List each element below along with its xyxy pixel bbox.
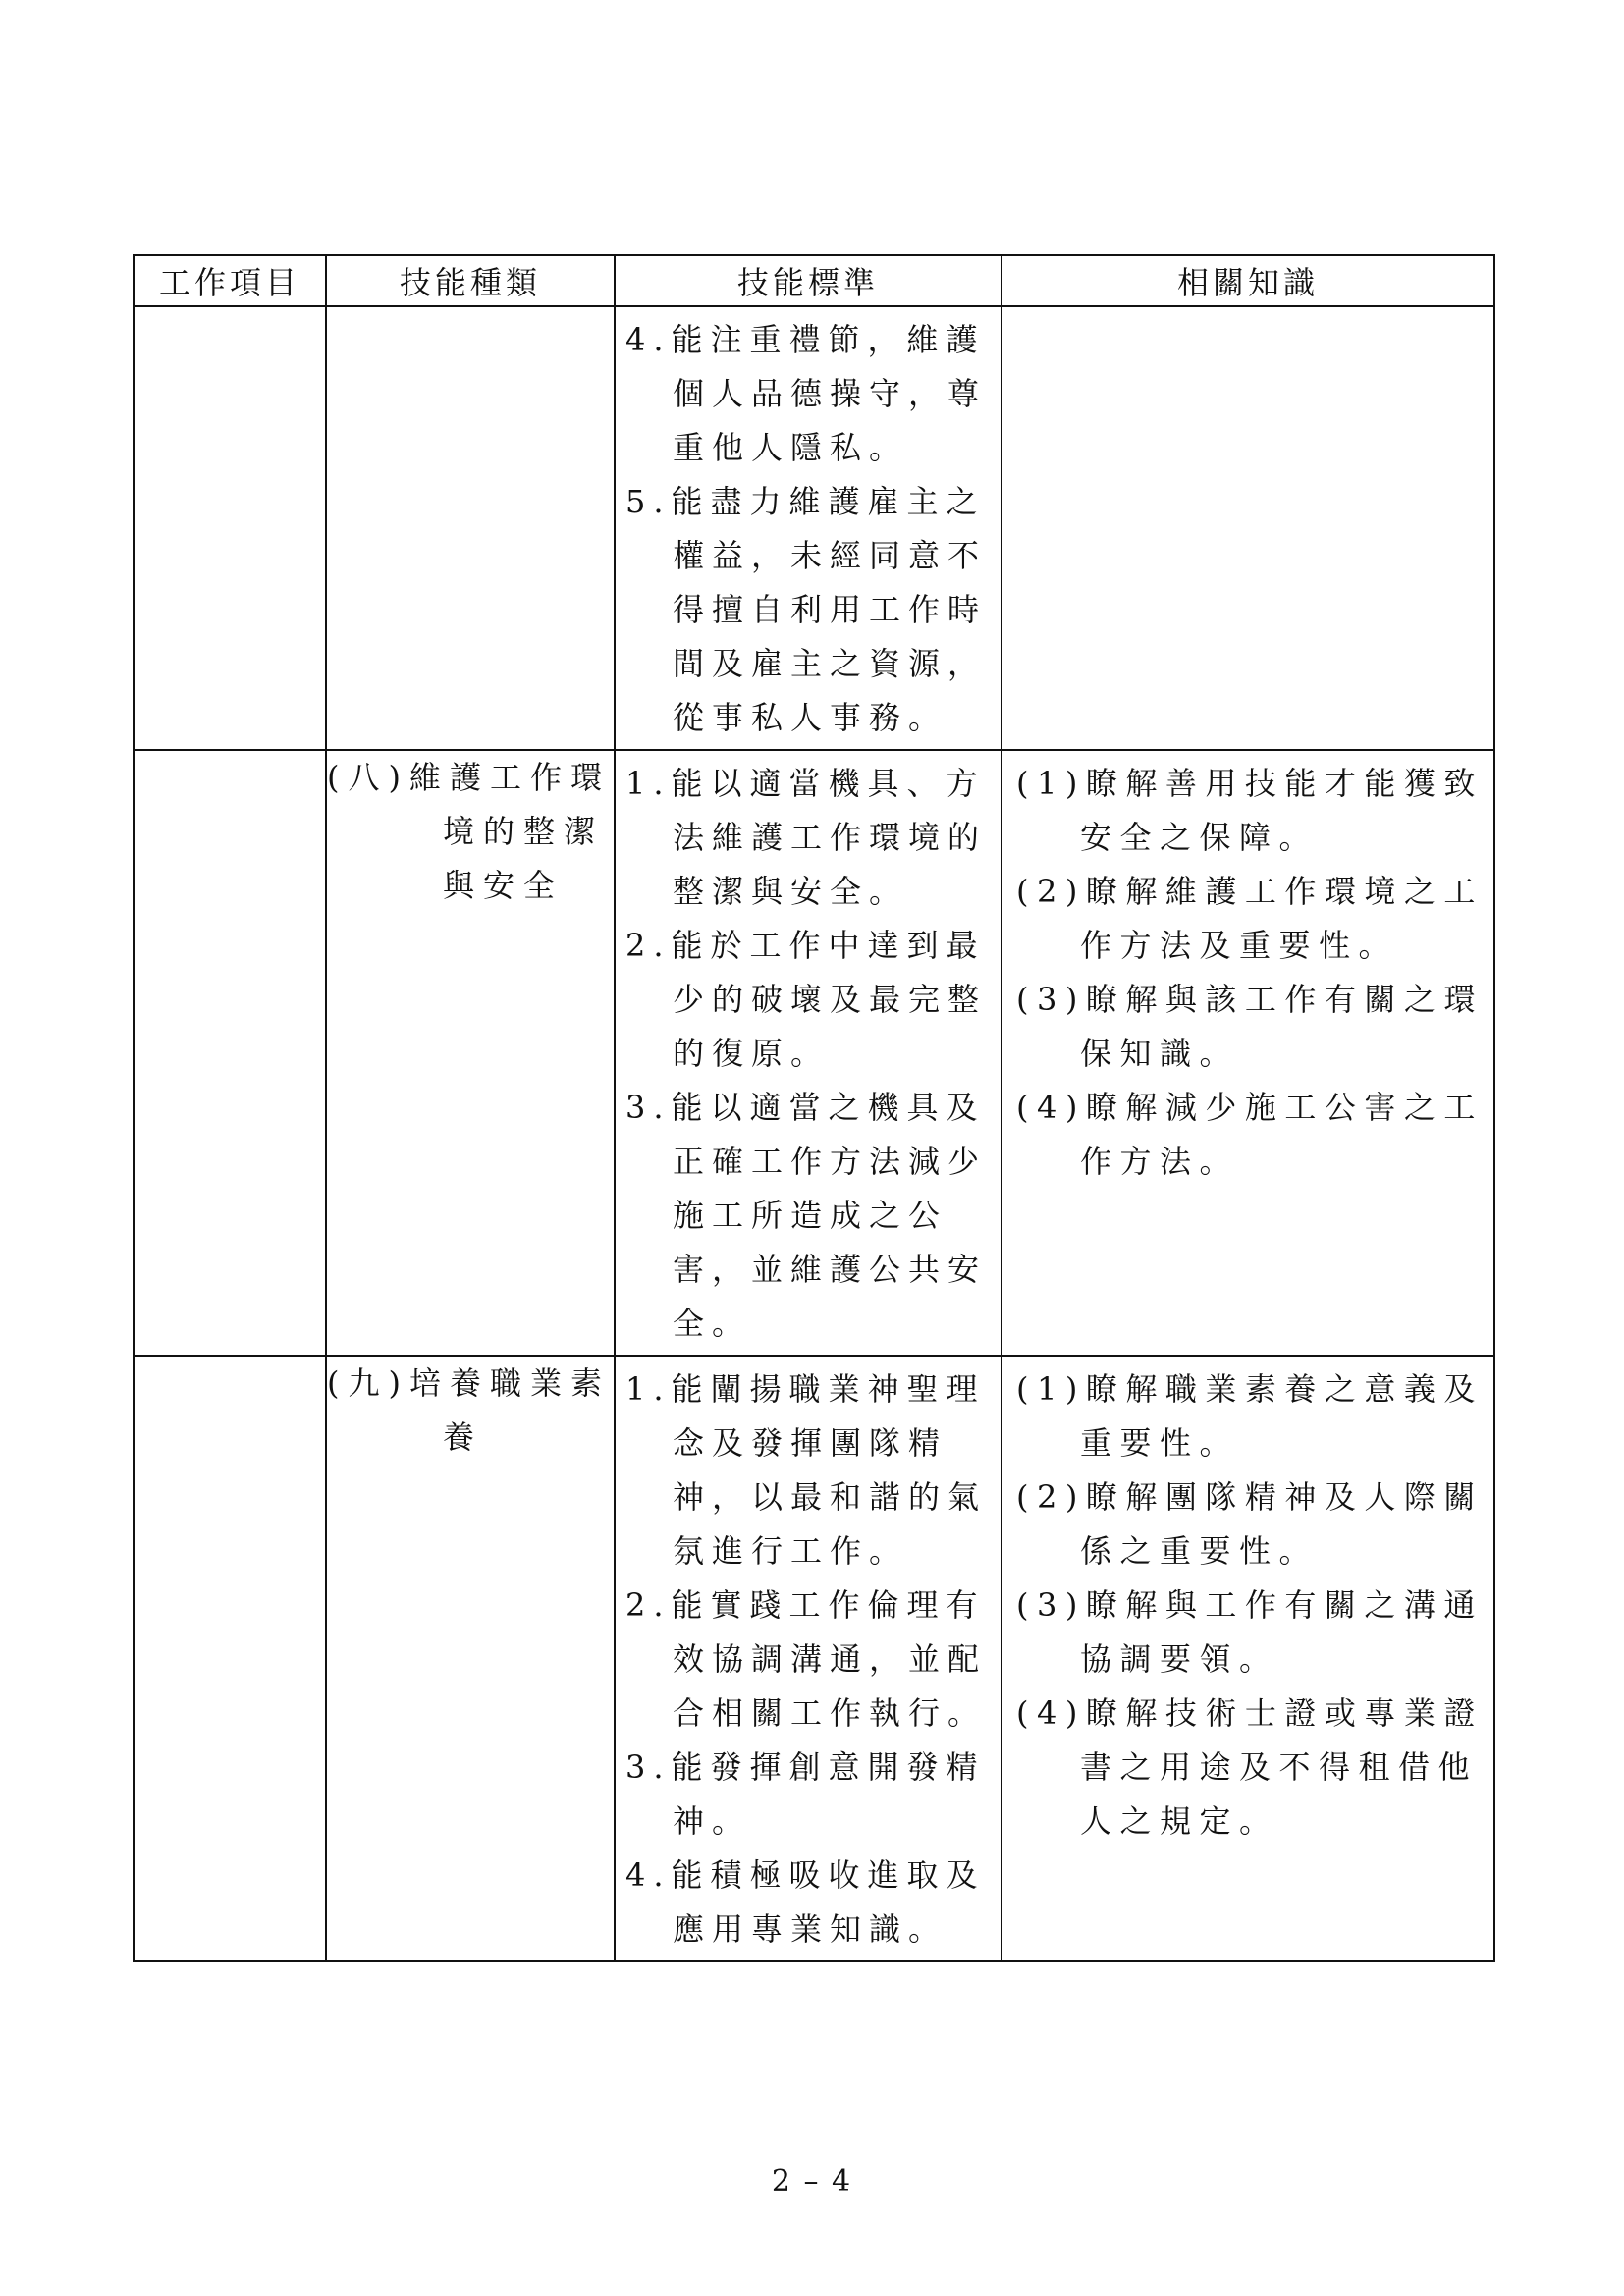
skill-type-text: (八)維護工作環境的整潔與安全 bbox=[327, 759, 611, 904]
standard-item: 2.能實踐工作倫理有效協調溝通，並配合相關工作執行。 bbox=[625, 1586, 988, 1732]
knowledge-list bbox=[1002, 751, 1493, 1193]
related-knowledge-cell bbox=[1001, 306, 1494, 750]
standard-item: 3.能以適當之機具及正確工作方法減少施工所造成之公害，並維護公共安全。 bbox=[625, 1089, 988, 1342]
standard-list bbox=[616, 751, 1001, 1355]
work-item-cell bbox=[134, 306, 326, 750]
table-row bbox=[134, 750, 1494, 1356]
standard-item: 4.能積極吸收進取及應用專業知識。 bbox=[625, 1856, 986, 1948]
standard-item: 4.能注重禮節，維護個人品德操守，尊重他人隱私。 bbox=[625, 321, 988, 466]
knowledge-item: (2)瞭解維護工作環境之工作方法及重要性。 bbox=[1016, 873, 1484, 964]
skill-type-text: (九)培養職業素養 bbox=[327, 1364, 611, 1456]
skill-standards-table bbox=[133, 254, 1495, 1962]
table-header-row bbox=[134, 255, 1494, 306]
knowledge-item: (4)瞭解減少施工公害之工作方法。 bbox=[1016, 1089, 1484, 1180]
related-knowledge-cell bbox=[1001, 1356, 1494, 1961]
standard-list bbox=[616, 1357, 1001, 1960]
header-skill-type: 技能種類 bbox=[326, 255, 615, 306]
work-item-cell bbox=[134, 750, 326, 1356]
related-knowledge-cell bbox=[1001, 750, 1494, 1356]
skill-standard-cell bbox=[615, 750, 1001, 1356]
skill-type-cell bbox=[326, 1356, 615, 1961]
skill-standard-cell bbox=[615, 306, 1001, 750]
skill-type-cell bbox=[326, 750, 615, 1356]
table-row bbox=[134, 306, 1494, 750]
knowledge-item: (2)瞭解團隊精神及人際關係之重要性。 bbox=[1016, 1478, 1484, 1570]
header-work-item: 工作項目 bbox=[134, 255, 326, 306]
skill-type-cell bbox=[326, 306, 615, 750]
table-row bbox=[134, 1356, 1494, 1961]
standard-item: 3.能發揮創意開發精神。 bbox=[625, 1748, 986, 1840]
standard-item: 1.能以適當機具、方法維護工作環境的整潔與安全。 bbox=[625, 765, 988, 910]
skill-standard-cell bbox=[615, 1356, 1001, 1961]
knowledge-item: (4)瞭解技術士證或專業證書之用途及不得租借他人之規定。 bbox=[1016, 1694, 1484, 1840]
standard-item: 5.能盡力維護雇主之權益，未經同意不得擅自利用工作時間及雇主之資源，從事私人事務。 bbox=[625, 483, 988, 736]
knowledge-item: (1)瞭解善用技能才能獲致安全之保障。 bbox=[1016, 765, 1484, 856]
knowledge-item: (3)瞭解與工作有關之溝通協調要領。 bbox=[1016, 1586, 1484, 1678]
header-skill-standard: 技能標準 bbox=[615, 255, 1001, 306]
page-number: 2 – 4 bbox=[771, 2164, 853, 2199]
knowledge-list bbox=[1002, 1357, 1493, 1852]
standard-list bbox=[616, 307, 1001, 749]
standard-item: 1.能闡揚職業神聖理念及發揮團隊精神，以最和諧的氣氛進行工作。 bbox=[625, 1370, 988, 1570]
knowledge-item: (3)瞭解與該工作有關之環保知識。 bbox=[1016, 981, 1484, 1072]
header-related-knowledge: 相關知識 bbox=[1001, 255, 1494, 306]
standard-item: 2.能於工作中達到最少的破壞及最完整的復原。 bbox=[625, 927, 988, 1072]
work-item-cell bbox=[134, 1356, 326, 1961]
knowledge-item: (1)瞭解職業素養之意義及重要性。 bbox=[1016, 1370, 1484, 1462]
